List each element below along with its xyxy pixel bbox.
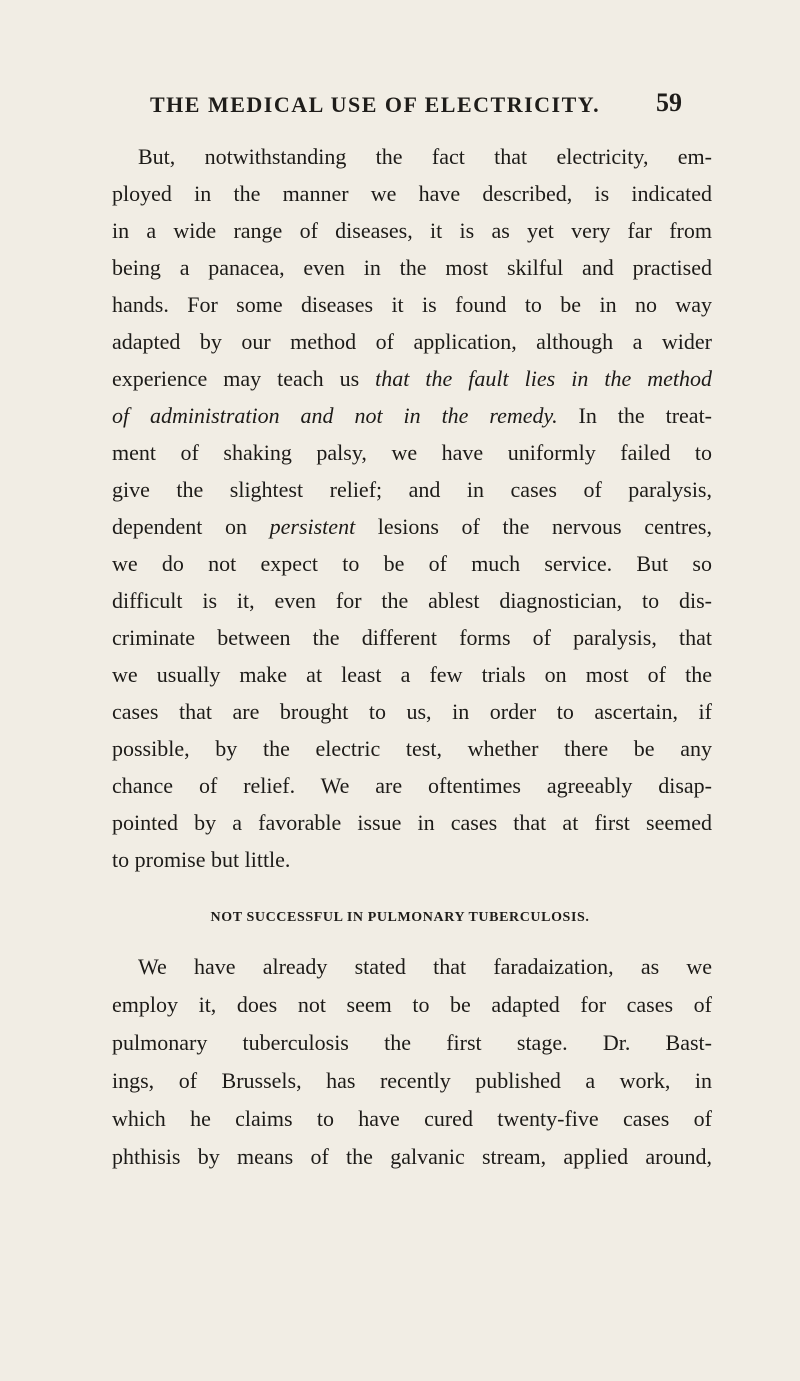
italic-segment: persistent: [269, 514, 356, 539]
text-line: to promise but little.: [112, 847, 291, 872]
text-line: cases that are brought to us, in order to ascertain, if: [112, 699, 712, 724]
text-line: employ it, does not seem to be adapted for cases of: [112, 992, 712, 1017]
text-line-mixed: [112, 364, 712, 394]
text-line-mixed: [112, 512, 712, 542]
section-subheading: NOT SUCCESSFUL IN PULMONARY TUBERCULOSIS.: [210, 910, 590, 925]
text-line: ployed in the manner we have described, is indicated: [112, 181, 712, 206]
text-line: chance of relief. We are oftentimes agreeably disap-: [112, 773, 712, 798]
text-segment: lesions of the nervous centres,: [377, 514, 712, 539]
text-line: we usually make at least a few trials on most of the: [112, 662, 712, 687]
text-segment: dependent on: [112, 514, 248, 539]
running-head: [0, 88, 800, 122]
running-title: THE MEDICAL USE OF ELECTRICITY.: [150, 92, 601, 117]
text-line: give the slightest relief; and in cases of paralysis,: [112, 477, 712, 502]
text-segment: In the treat-: [578, 403, 713, 428]
italic-segment: of administration and not in the remedy.: [112, 403, 558, 428]
text-line: in a wide range of diseases, it is as yet very far from: [112, 218, 712, 243]
text-line: hands. For some diseases it is found to be in no way: [112, 292, 712, 317]
text-line: We have already stated that faradaization, as we: [138, 954, 712, 979]
text-line: pointed by a favorable issue in cases that at first seemed: [112, 810, 712, 835]
text-line: adapted by our method of application, although a wider: [112, 329, 712, 354]
italic-segment: that the fault lies in the method: [375, 366, 712, 391]
text-line: criminate between the different forms of paralysis, that: [112, 625, 712, 650]
text-line: difficult is it, even for the ablest diagnostician, to dis-: [112, 588, 712, 613]
text-line: we do not expect to be of much service. But so: [112, 551, 712, 576]
text-line: But, notwithstanding the fact that electricity, em-: [138, 144, 712, 169]
text-line: pulmonary tuberculosis the first stage. Dr. Bast-: [112, 1030, 712, 1055]
text-line: ings, of Brussels, has recently published a work, in: [112, 1068, 712, 1093]
text-line: which he claims to have cured twenty-five cases of: [112, 1106, 712, 1131]
text-line: ment of shaking palsy, we have uniformly failed to: [112, 440, 712, 465]
page-number: 59: [656, 88, 682, 117]
text-line: possible, by the electric test, whether there be any: [112, 736, 712, 761]
text-line-mixed: [112, 401, 712, 431]
text-line: being a panacea, even in the most skilful and practised: [112, 255, 712, 280]
text-line: phthisis by means of the galvanic stream, applied around,: [112, 1144, 712, 1169]
text-segment: experience may teach us: [112, 366, 360, 391]
